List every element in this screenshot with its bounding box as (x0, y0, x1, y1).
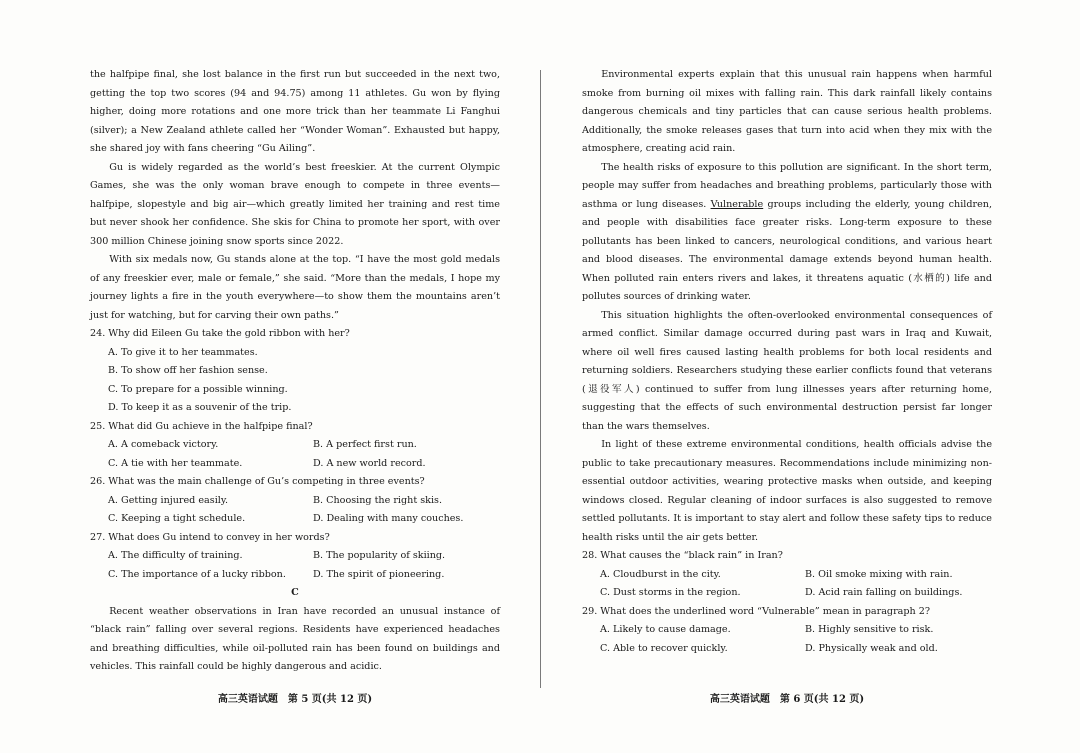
left-page-column (90, 66, 500, 677)
paragraph-text: groups including the elderly, young children, and people with disabilities face greater risks. Long-term exposure to these pollutants has been linked to cancers, neurological conditions, and various heart and blood diseases. The environmental damage extends beyond human health. When polluted rain enters rivers and lakes, it threatens aquatic (水栖的) life and pollutes sources of drinking water. (582, 198, 992, 302)
question-25-stem: 25. What did Gu achieve in the halfpipe final? (90, 420, 313, 432)
page-footer-5: 高三英语试题 第 5 页(共 12 页) (217, 694, 373, 705)
passage-b-paragraph: Gu is widely regarded as the world’s best freeskier. At the current Olympic Games, she was the only woman brave enough to compete in three events—halfpipe, slopestyle and big air—which greatly limited her training and rest time but never shook her confidence. She skis for China to promote her sport, with over 300 million Chinese joining snow sports since 2022. (90, 161, 500, 247)
question-25-options (90, 436, 500, 473)
paragraph-text: The health risks of exposure to this pollution are significant. In the short term, people may suffer from headaches and breathing problems, particularly those with asthma or lung diseases. (582, 161, 992, 210)
passage-c-paragraph (582, 159, 992, 307)
option-b: B. A perfect first run. (313, 439, 417, 450)
option-d: D. Physically weak and old. (805, 642, 938, 654)
option-d: D. Acid rain falling on buildings. (805, 587, 963, 598)
passage-c-paragraph: Environmental experts explain that this unusual rain happens when harmful smoke from burning oil mixes with falling rain. This dark rainfall likely contains dangerous chemicals and tiny particles that can cause serious health problems. Additionally, the smoke releases gases that turn into acid when they mix with the atmosphere, creating acid rain. (582, 69, 992, 154)
question-26-options (90, 492, 500, 529)
passage-c-paragraph: Recent weather observations in Iran have recorded an unusual instance of “black rain” falling over several regions. Residents have experienced headaches and breathing difficulties, while oil-polluted rain has been found on buildings and vehicles. This rainfall could be highly dangerous and acidic. (90, 605, 500, 672)
right-page-column (582, 66, 992, 658)
option-a: A. A comeback victory. (108, 439, 219, 450)
page-footer-6: 高三英语试题 第 6 页(共 12 页) (709, 694, 865, 705)
option-a: A. Getting injured easily. (108, 494, 229, 506)
option-b: B. Highly sensitive to risk. (805, 624, 934, 635)
option-b: B. To show off her fashion sense. (108, 365, 268, 376)
question-27-options (90, 547, 500, 584)
option-c: C. The importance of a lucky ribbon. (108, 568, 286, 580)
option-c: C. Able to recover quickly. (600, 642, 728, 654)
option-c: C. A tie with her teammate. (108, 457, 243, 469)
option-d: D. To keep it as a souvenir of the trip. (108, 402, 292, 413)
passage-c-paragraph: In light of these extreme environmental conditions, health officials advise the public to take precautionary measures. Recommendations include minimizing non-essential outdoor activities, wearing protective masks when outside, and keeping windows closed. Regular cleaning of indoor surfaces is also suggested to remove settled pollutants. It is important to stay alert and follow these safety tips to reduce health risks until the air gets better. (582, 439, 992, 543)
page-divider (540, 70, 541, 688)
option-a: A. Likely to cause damage. (600, 624, 731, 635)
option-d: D. Dealing with many couches. (313, 513, 464, 524)
option-a: A. Cloudburst in the city. (600, 568, 721, 580)
option-d: D. The spirit of pioneering. (313, 568, 445, 580)
question-24-options (90, 344, 500, 418)
question-29-stem: 29. What does the underlined word “Vulnerable” mean in paragraph 2? (582, 605, 930, 617)
question-28-options (582, 566, 992, 603)
option-d: D. A new world record. (313, 457, 426, 469)
question-28-stem: 28. What causes the “black rain” in Iran? (582, 550, 783, 561)
option-a: A. The difficulty of training. (108, 550, 243, 561)
passage-b-paragraph: the halfpipe final, she lost balance in the first run but succeeded in the next two, getting the top two scores (94 and 94.75) among 11 athletes. Gu won by flying higher, doing more rotations and one more trick than her teammate Li Fanghui (silver); a New Zealand athlete called her “Wonder Woman”. Exhausted but happy, she shared joy with fans cheering “Gu Ailing”. (90, 69, 500, 154)
question-24-stem: 24. Why did Eileen Gu take the gold ribbon with her? (90, 328, 350, 339)
question-26-stem: 26. What was the main challenge of Gu’s competing in three events? (90, 476, 425, 487)
option-b: B. Oil smoke mixing with rain. (805, 568, 953, 580)
question-27-stem: 27. What does Gu intend to convey in her words? (90, 531, 330, 543)
passage-c-paragraph: This situation highlights the often-overlooked environmental consequences of armed conflict. Similar damage occurred during past wars in Iraq and Kuwait, where oil well fires caused lasting health problems for both local residents and returning soldiers. Researchers studying these earlier conflicts found that veterans (退役军人) continued to suffer from lung illnesses years after returning home, suggesting that the effects of such environmental destruction persist far longer than the wars themselves. (582, 309, 992, 432)
option-b: B. The popularity of skiing. (313, 550, 446, 561)
option-c: C. To prepare for a possible winning. (108, 383, 288, 395)
option-b: B. Choosing the right skis. (313, 494, 443, 506)
option-a: A. To give it to her teammates. (108, 346, 258, 358)
option-c: C. Keeping a tight schedule. (108, 513, 246, 524)
section-c-heading: C (291, 587, 299, 598)
question-29-options (582, 621, 992, 658)
underlined-word: Vulnerable (710, 198, 764, 210)
option-c: C. Dust storms in the region. (600, 587, 741, 598)
passage-b-paragraph: With six medals now, Gu stands alone at the top. “I have the most gold medals of any freeskier ever, male or female,” she said. “More than the medals, I hope my journey lights a fire in the youth everywhere—to show them the mountains aren’t just for watching, but for carving their own paths.” (90, 254, 500, 321)
